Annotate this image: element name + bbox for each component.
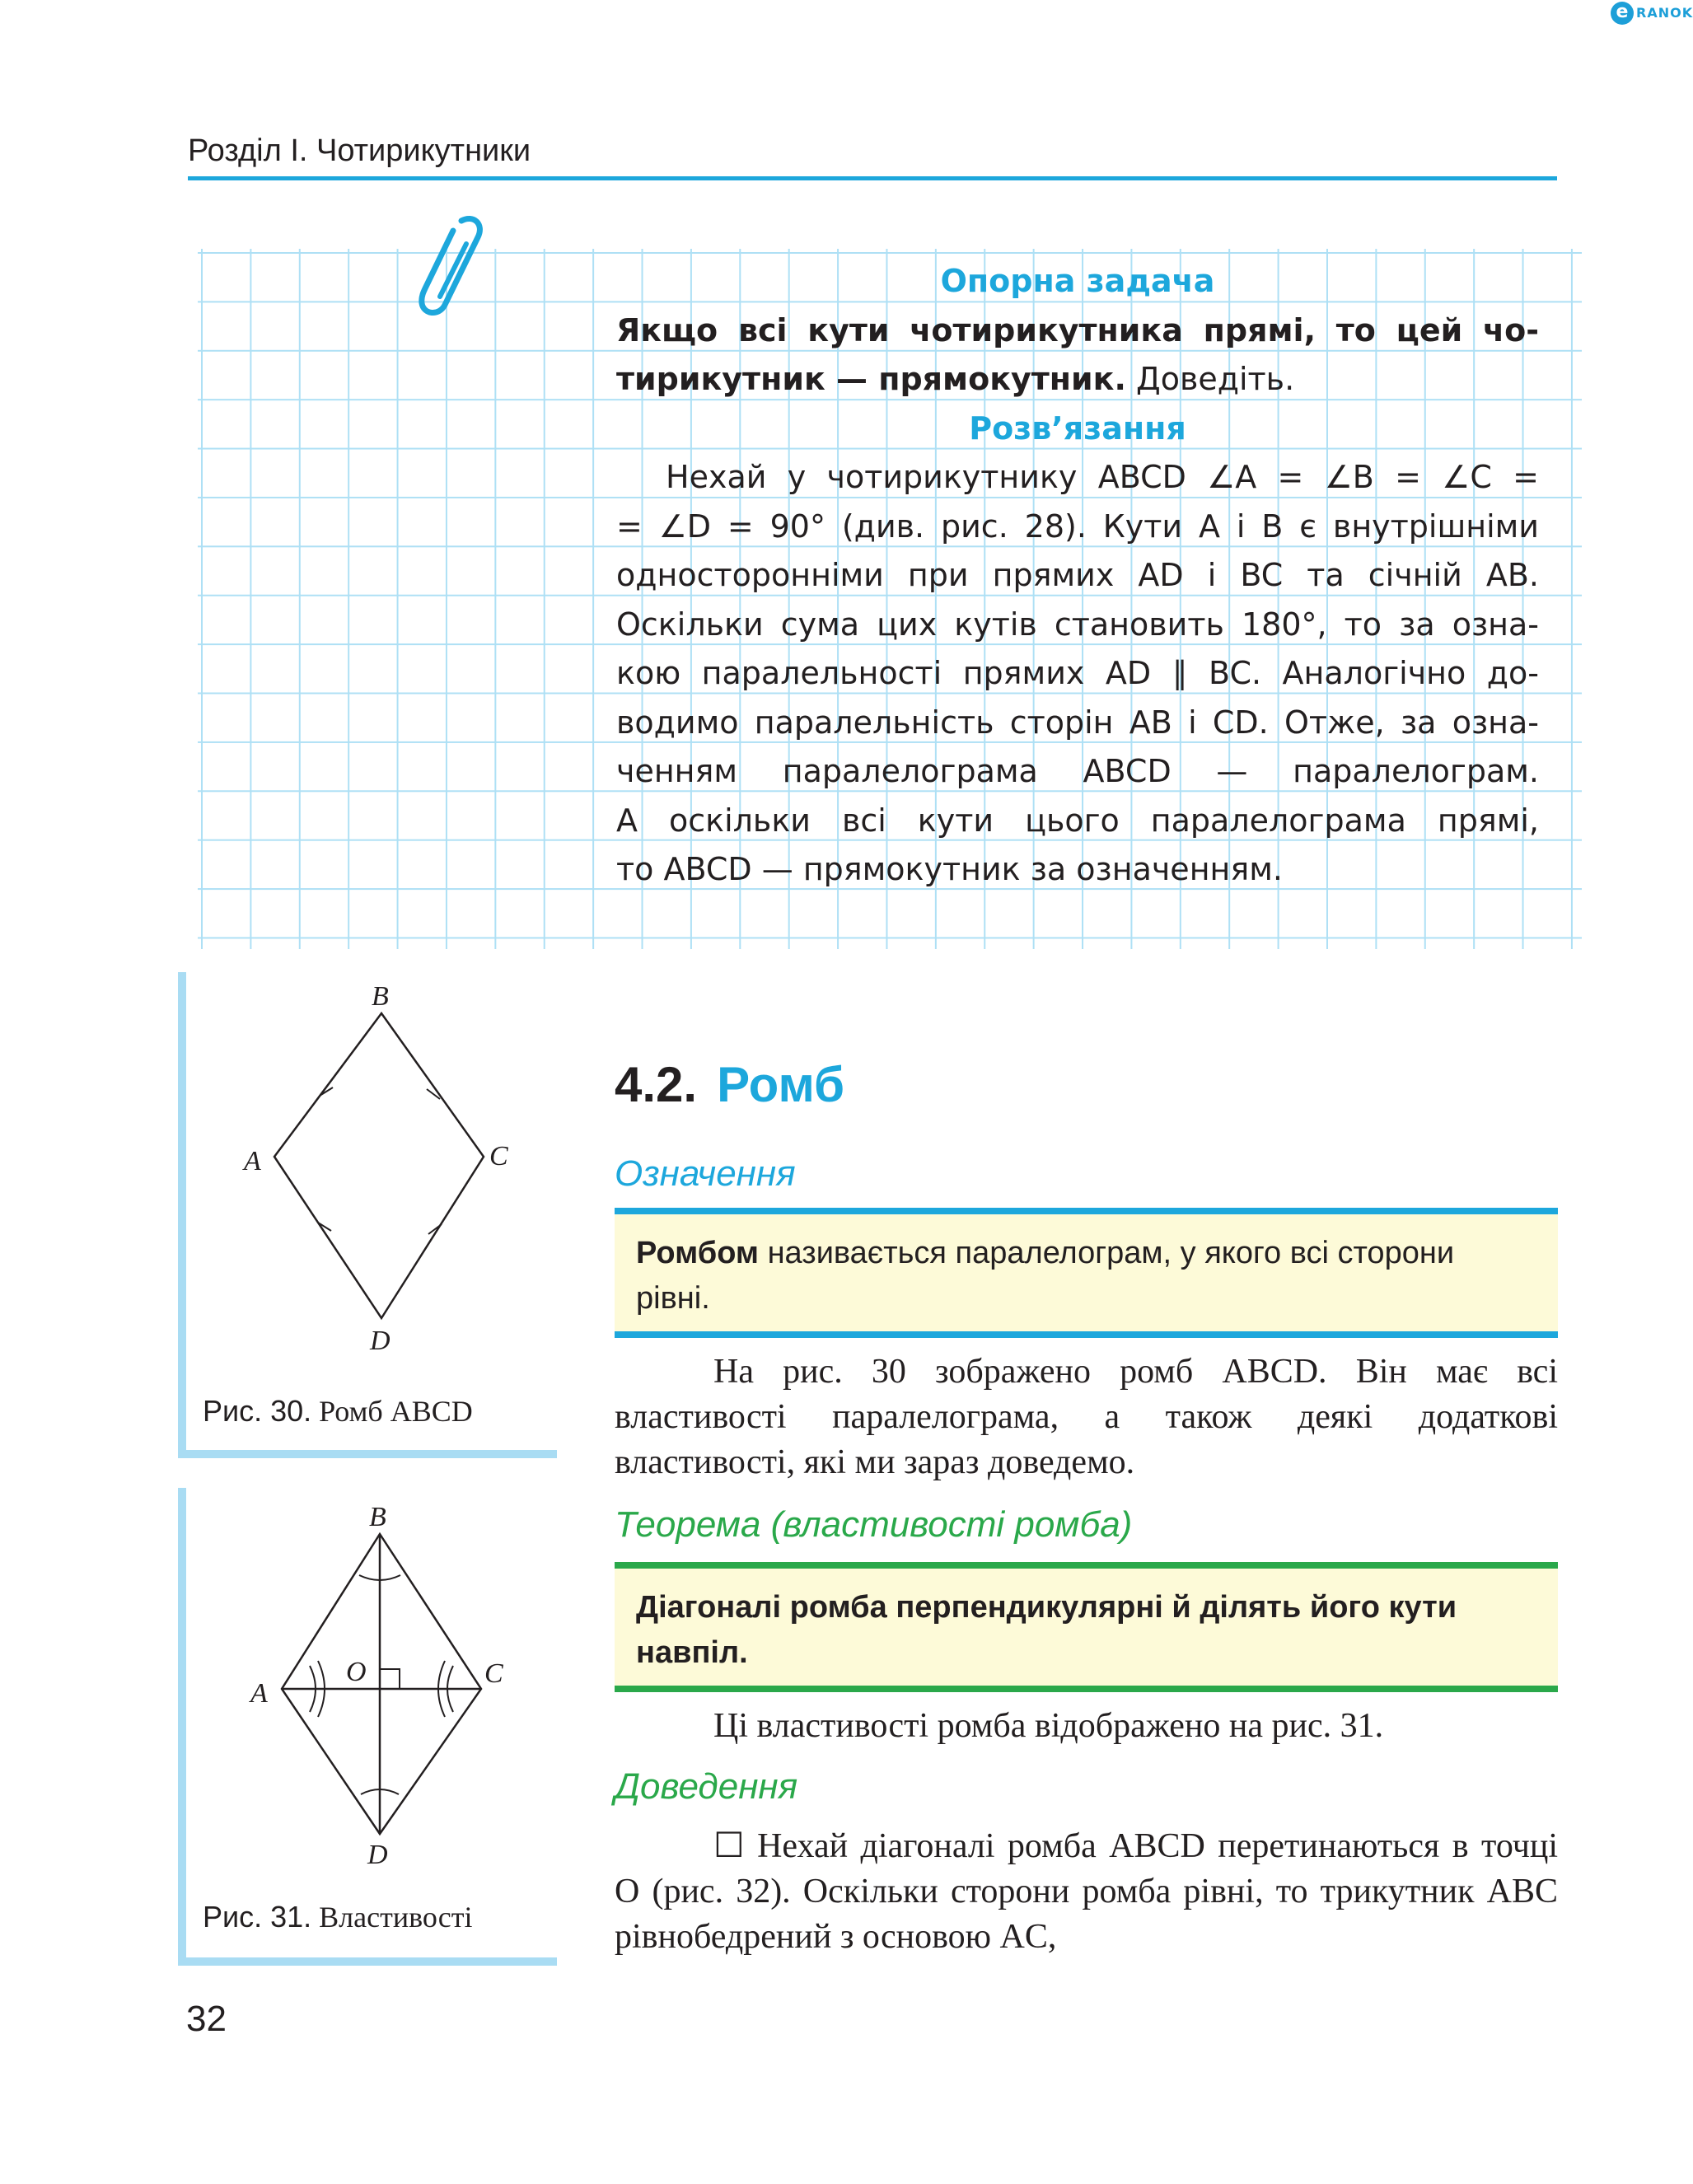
fig31-label-b: B xyxy=(369,1502,386,1532)
fig31-label-d: D xyxy=(367,1840,388,1870)
definition-term: Ромбом xyxy=(636,1236,760,1270)
fig31-label-a: A xyxy=(250,1678,268,1709)
statement-bold-2: тирикутник — прямокутник. xyxy=(616,361,1126,397)
figure-31-panel xyxy=(178,1488,557,1966)
solution-title: Розв’язання xyxy=(969,410,1186,447)
fig31-label-o: O xyxy=(346,1657,367,1687)
fig30-label-d: D xyxy=(370,1326,391,1356)
figure-31-caption-label: Рис. 31. xyxy=(203,1900,312,1934)
solution-line-8: А оскільки всі кути цього паралелограма прямі, xyxy=(616,802,1539,839)
rhombus-properties-figure xyxy=(178,1488,557,1949)
paragraph-1: На рис. 30 зображено ромб ABCD. Він має всі властивості паралелограма, а також деякі додаткові властивості, які ми зараз доведемо. xyxy=(615,1353,1558,1481)
solution-line-5: кою паралельності прямих AD ∥ BC. Аналогічно до- xyxy=(616,655,1539,691)
solution-line-2: = ∠D = 90° (див. рис. 28). Кути A і B є внутрішніми xyxy=(616,508,1539,545)
figure-31-caption-text: Властивості xyxy=(319,1901,473,1934)
statement-bold-1: Якщо всі кути чотирикутника прямі, то цей чо- xyxy=(616,312,1539,348)
figure-31-bottom-bar xyxy=(178,1957,557,1966)
solution-line-6: водимо паралельність сторін AB і CD. Отже, за озна- xyxy=(616,704,1539,741)
paperclip-icon xyxy=(412,214,486,321)
definition-top-rule xyxy=(615,1208,1558,1214)
header-rule xyxy=(188,176,1557,180)
figure-30-panel xyxy=(178,972,557,1458)
solution-line-3: односторонніми при прямих AD і BC та січній AB. xyxy=(616,557,1539,593)
definition-box xyxy=(615,1214,1558,1331)
fig31-label-c: C xyxy=(484,1658,503,1689)
page-number: 32 xyxy=(186,1999,227,2039)
proof-heading: Доведення xyxy=(615,1766,798,1807)
section-title xyxy=(615,1056,844,1113)
solution-line-4: Оскільки сума цих кутів становить 180°, то за озна- xyxy=(616,606,1539,643)
figure-30-bottom-bar xyxy=(178,1450,557,1458)
definition-heading: Означення xyxy=(615,1153,796,1194)
rhombus-abcd-figure xyxy=(178,972,557,1433)
running-head: Розділ І. Чотирикутники xyxy=(188,133,531,168)
figure-31-caption xyxy=(203,1900,472,1934)
logo-text: RANOK xyxy=(1636,5,1693,21)
fig30-label-c: C xyxy=(489,1141,508,1172)
section-number: 4.2. xyxy=(615,1057,698,1112)
publisher-logo xyxy=(1611,0,1693,26)
logo-mark: e xyxy=(1611,2,1634,25)
definition-text: називається паралелограм, у якого всі сторони рівні. xyxy=(636,1236,1455,1316)
solution-line-1: Нехай у чотирикутнику ABCD ∠A = ∠B = ∠C = xyxy=(666,459,1539,495)
fig30-label-a: A xyxy=(244,1146,261,1176)
definition-bottom-rule xyxy=(615,1331,1558,1338)
section-name: Ромб xyxy=(717,1057,845,1112)
theorem-top-rule xyxy=(615,1562,1558,1569)
fig30-label-b: B xyxy=(372,981,389,1012)
figure-30-caption xyxy=(203,1394,473,1429)
proof-text: ☐ Нехай діагоналі ромба ABCD перетинаються в точці O (рис. 32). Оскільки сторони ромба рівні, то трикутник ABC рівнобедрений з основою AC, xyxy=(615,1827,1558,1956)
solution-line-9: то ABCD — прямокутник за означенням. xyxy=(616,851,1283,887)
theorem-box: Діагоналі ромба перпендикулярні й ділять його кути навпіл. xyxy=(615,1569,1558,1686)
solution-line-7: ченням паралелограма ABCD — паралелограм. xyxy=(616,753,1539,789)
theorem-bottom-rule xyxy=(615,1686,1558,1692)
support-task-statement-line2 xyxy=(616,355,1539,404)
paragraph-2: Ці властивості ромба відображено на рис. 31. xyxy=(713,1707,1384,1745)
theorem-heading: Теорема (властивості ромба) xyxy=(615,1504,1133,1545)
figure-30-caption-text: Ромб ABCD xyxy=(319,1395,473,1428)
support-task-title: Опорна задача xyxy=(940,263,1215,299)
support-task-statement-line1 xyxy=(616,306,1539,355)
statement-rest: Доведіть. xyxy=(1125,361,1295,397)
figure-30-caption-label: Рис. 30. xyxy=(203,1394,312,1428)
